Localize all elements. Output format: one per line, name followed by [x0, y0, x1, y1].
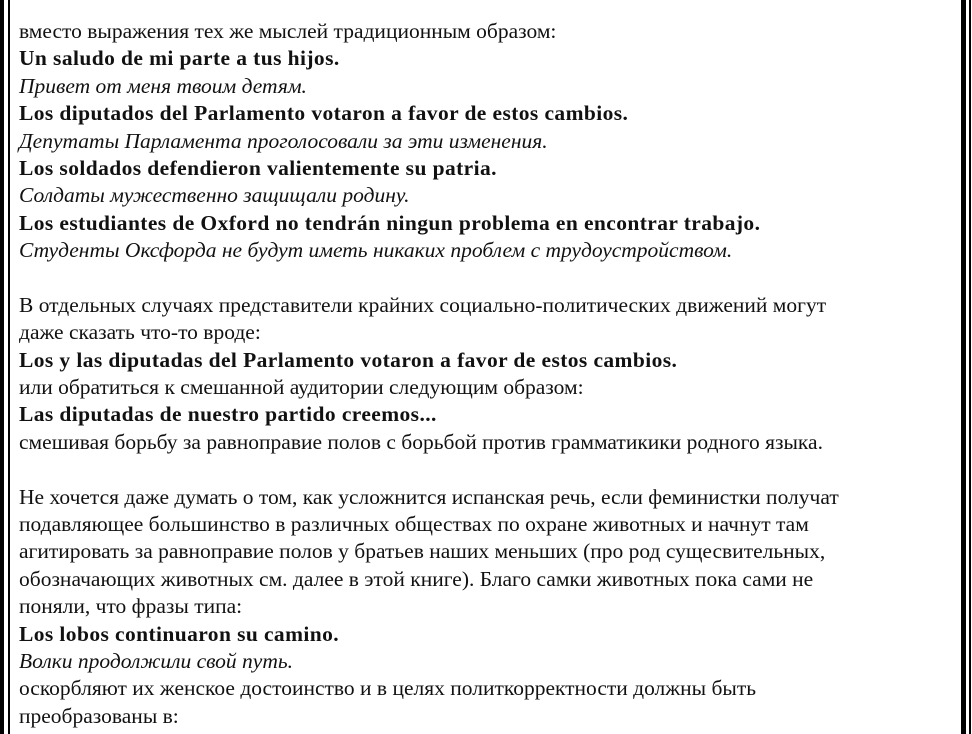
paragraph-line: или обратиться к смешанной аудитории следующим образом: — [19, 375, 584, 400]
paragraph-line: смешивая борьбу за равноправие полов с борьбой против грамматикики родного языка. — [19, 429, 823, 454]
russian-translation: Студенты Оксфорда не будут иметь никаких проблем с трудоустройством. — [19, 238, 733, 263]
left-border-thick — [0, 0, 4, 734]
spanish-example: Los lobos continuaron su camino. — [19, 621, 340, 646]
document-text — [19, 18, 932, 730]
paragraph-line: агитировать за равноправие полов у братьев наших меньших (про род сущесвительных, — [19, 539, 826, 564]
paragraph-line: поняли, что фразы типа: — [19, 594, 243, 619]
spanish-example: Los y las diputadas del Parlamento votaron a favor de estos cambios. — [19, 347, 678, 372]
spanish-example: Los diputados del Parlamento votaron a favor de estos cambios. — [19, 101, 629, 126]
paragraph-line: подавляющее большинство в различных обществах по охране животных и начнут там — [19, 512, 809, 537]
paragraph-line: вместо выражения тех же мыслей традиционным образом: — [19, 19, 557, 43]
blank-line — [19, 265, 932, 292]
russian-translation: Волки продолжили свой путь. — [19, 648, 294, 673]
spanish-example: Los soldados defendieron valientemente su patria. — [19, 155, 497, 180]
spanish-example: Los estudiantes de Oxford no tendrán ningun problema en encontrar trabajo. — [19, 210, 761, 235]
right-border-thick — [961, 0, 966, 734]
paragraph-line: В отдельных случаях представители крайних социально-политических движений могут — [19, 292, 827, 317]
russian-translation: Депутаты Парламента проголосовали за эти изменения. — [19, 128, 548, 153]
paragraph-line: обозначающих животных см. далее в этой книге). Благо самки животных пока сами не — [19, 566, 814, 591]
blank-line — [19, 456, 932, 483]
paragraph-line: преобразованы в: — [19, 703, 179, 728]
paragraph-line: оскорбляют их женское достоинство и в целях политкорректности должны быть — [19, 676, 757, 701]
paragraph-line: даже сказать что-то вроде: — [19, 320, 261, 345]
russian-translation: Солдаты мужественно защищали родину. — [19, 183, 410, 208]
left-border-thin — [8, 0, 10, 734]
spanish-example: Un saludo de mi parte a tus hijos. — [19, 46, 340, 71]
paragraph-line: Не хочется даже думать о том, как усложнится испанская речь, если феминистки получат — [19, 484, 839, 509]
russian-translation: Привет от меня твоим детям. — [19, 73, 307, 98]
spanish-example: Las diputadas de nuestro partido creemos... — [19, 402, 437, 427]
right-border-thin — [969, 0, 971, 734]
